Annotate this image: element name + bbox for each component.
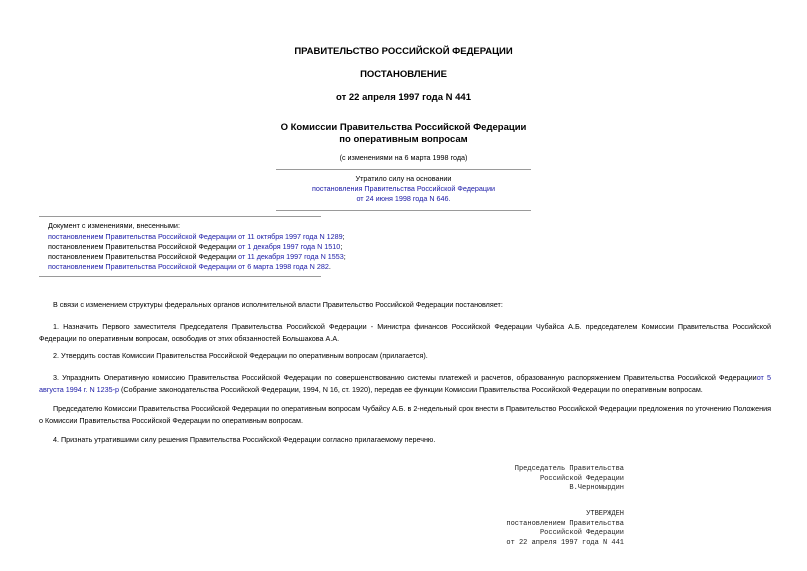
amendment-item: постановлением Правительства Российской Федерации от 11 октября 1997 года N 1289; <box>48 232 345 241</box>
amendment-link[interactable]: постановлением Правительства Российской Федерации от 6 марта 1998 года N 282 <box>48 262 329 271</box>
amendment-item: постановлением Правительства Российской Федерации от 6 марта 1998 года N 282. <box>48 262 331 271</box>
amendments-rule-bottom <box>39 276 321 277</box>
approval-line4: от 22 апреля 1997 года N 441 <box>506 538 624 547</box>
amendment-link[interactable]: от 11 декабря 1997 года N 1553 <box>238 252 344 261</box>
amendment-link[interactable]: от 1 декабря 1997 года N 1510 <box>238 242 341 251</box>
preamble-paragraph: В связи с изменением структуры федеральных органов исполнительной власти Правительство Российской Федерации постановляет: <box>53 300 503 309</box>
paragraph-4: Председателю Комиссии Правительства Российской Федерации по оперативным вопросам Чубайсу А.Б. в 2-недельный срок внести в Правительство Российской Федерации предложения по уточнению Положения о Комиссии Правительства Российской Федерации по оперативным вопросам. <box>39 404 771 425</box>
approval-block <box>506 510 624 548</box>
divider-top <box>276 169 531 170</box>
amendments-intro: Документ с изменениями, внесенными: <box>48 221 180 230</box>
expired-link-line3[interactable]: от 24 июня 1998 года N 646. <box>356 194 451 203</box>
divider-bottom <box>276 210 531 211</box>
approval-line2: постановлением Правительства <box>506 519 624 528</box>
paragraph-1: 1. Назначить Первого заместителя Председателя Правительства Российской Федерации - Министра финансов Российской Федерации Чубайса А.Б. председателем Комиссии Правительства Российской Федерации по оперативным вопросам, освободив от этих обязанностей Большакова А.А. <box>39 322 771 343</box>
signature-line2: Российской Федерации <box>539 474 624 483</box>
approval-line3: Российской Федерации <box>539 529 624 538</box>
government-heading: ПРАВИТЕЛЬСТВО РОССИЙСКОЙ ФЕДЕРАЦИИ <box>294 46 513 57</box>
order-link[interactable]: от 5 августа 1994 г. N 1235-р <box>39 373 771 394</box>
paragraph-5: 4. Признать утратившими силу решения Правительства Российской Федерации согласно прилагаемому перечню. <box>53 435 436 444</box>
approval-line1: УТВЕРЖДЕН <box>586 510 624 518</box>
amendment-item: постановлением Правительства Российской Федерации от 11 декабря 1997 года N 1553; <box>48 252 346 261</box>
expired-link-line2[interactable]: постановления Правительства Российской Федерации <box>311 184 496 193</box>
expired-line1: Утратило силу на основании <box>355 174 452 183</box>
amended-note: (с изменениями на 6 марта 1998 года) <box>339 153 468 162</box>
signature-block <box>515 465 624 494</box>
amendments-rule-top <box>39 216 321 217</box>
amendment-item: постановлением Правительства Российской Федерации от 1 декабря 1997 года N 1510; <box>48 242 343 251</box>
document-title-line1: О Комиссии Правительства Российской Федерации <box>280 122 527 133</box>
signature-line1: Председатель Правительства <box>514 465 624 473</box>
document-date-number: от 22 апреля 1997 года N 441 <box>336 92 471 103</box>
amendment-link[interactable]: постановлением Правительства Российской Федерации от 11 октября 1997 года N 1289 <box>48 232 343 241</box>
signature-line3: В.Черномырдин <box>569 484 624 493</box>
paragraph-3: 3. Упразднить Оперативную комиссию Правительства Российской Федерации по совершенствованию системы платежей и расчетов, образованную распоряжением Правительства Российской Федерацииот 5 августа 1994 г. N 1235-р (Собрание законодательства Российской Федерации, 1994, N 16, ст. 1920), передав ее функции Комиссии Правительства Российской Федерации по оперативным вопросам. <box>39 373 771 394</box>
document-title-line2: по оперативным вопросам <box>339 134 468 145</box>
document-type: ПОСТАНОВЛЕНИЕ <box>360 69 447 80</box>
paragraph-2: 2. Утвердить состав Комиссии Правительства Российской Федерации по оперативным вопросам (прилагается). <box>53 351 428 360</box>
